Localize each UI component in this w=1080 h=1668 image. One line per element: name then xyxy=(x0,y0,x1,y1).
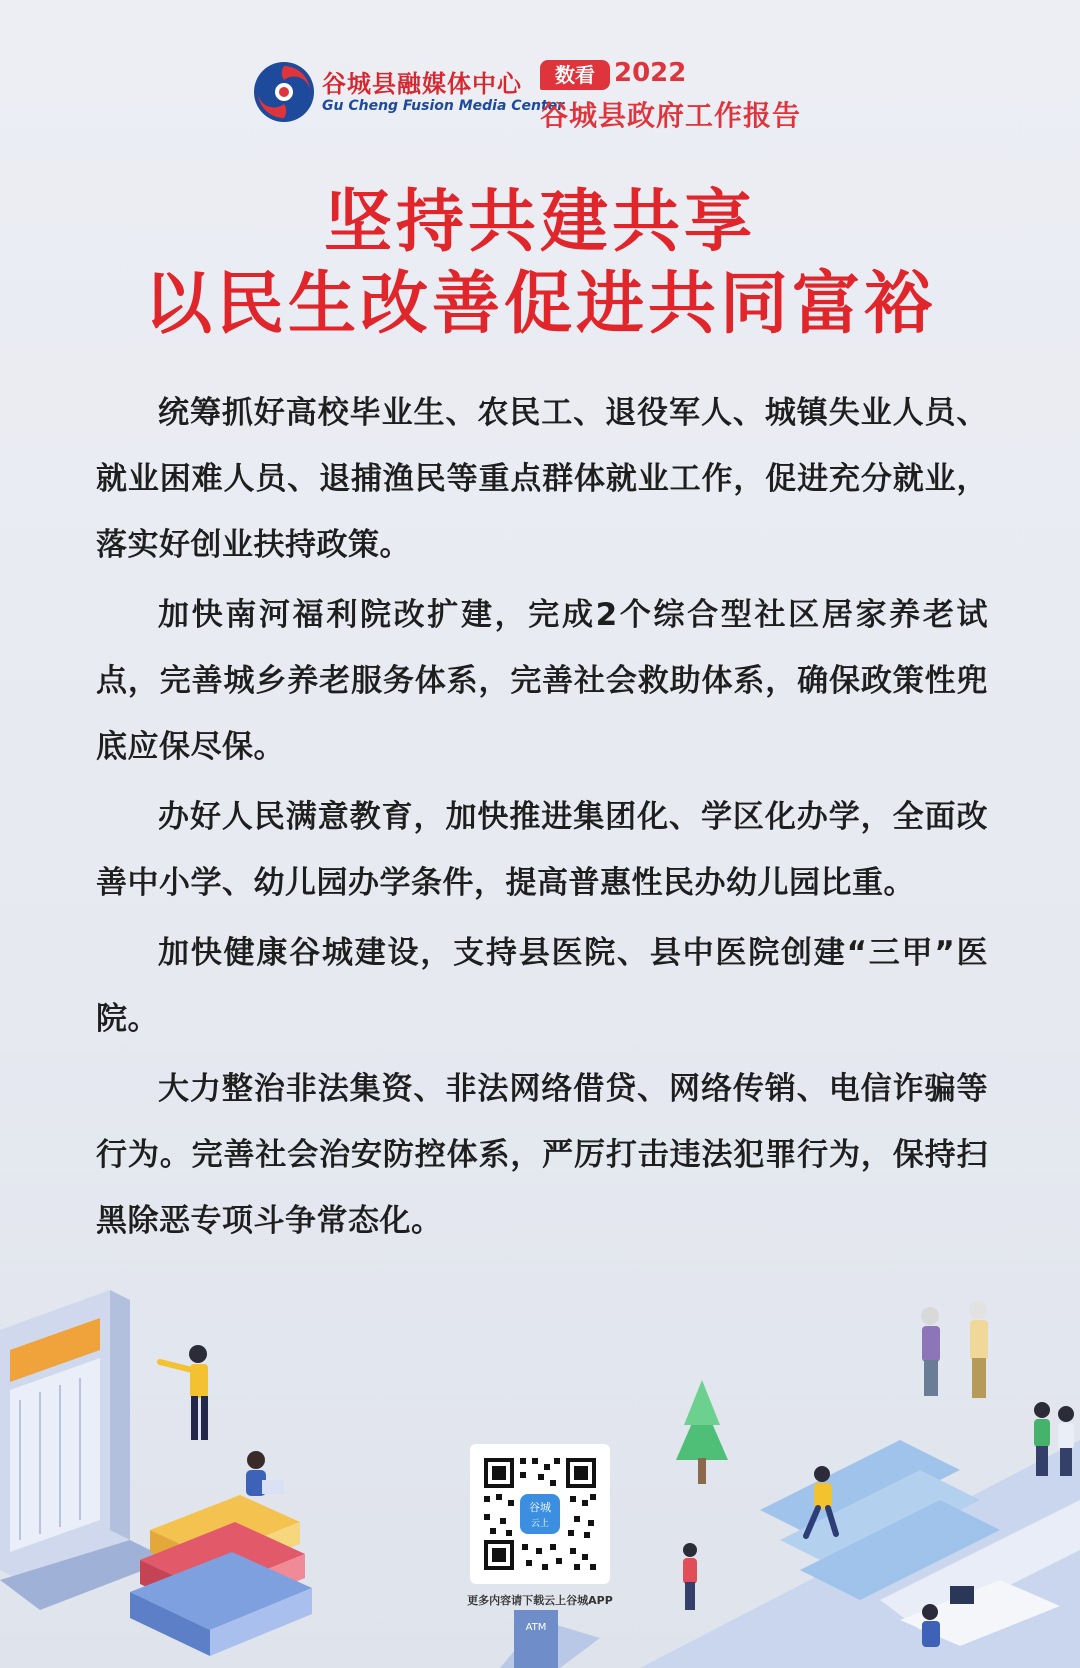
header xyxy=(0,56,1080,136)
person-pointing-illustration xyxy=(160,1345,208,1440)
paragraph-security: 大力整治非法集资、非法网络借贷、网络传销、电信诈骗等行为。完善社会治安防控体系，严厉打击违法犯罪行为，保持扫黑除恶专项斗争常态化。 xyxy=(96,1071,988,1239)
person-reading-illustration xyxy=(246,1451,284,1496)
qr-caption: 更多内容请下载云上谷城APP xyxy=(467,1594,613,1607)
paragraph-education: 办好人民满意教育，加快推进集团化、学区化办学，全面改善中小学、幼儿园办学条件，提高普惠性民办幼儿园比重。 xyxy=(96,799,988,901)
tree-illustration xyxy=(676,1380,728,1484)
books-illustration xyxy=(130,1495,312,1656)
media-center-english-name: Gu Cheng Fusion Media Center xyxy=(322,98,565,114)
paragraph-health: 加快健康谷城建设，支持县医院、县中医院创建“三甲”医院。 xyxy=(96,935,988,1037)
main-title-line-2: 以民生改善促进共同富裕 xyxy=(143,265,936,344)
media-center-name: 谷城县融媒体中心 xyxy=(322,70,522,98)
atm-label: ATM xyxy=(525,1622,547,1633)
shukan-badge: 数看 xyxy=(540,60,610,90)
report-year: 2022 xyxy=(614,58,687,88)
elderly-couple-illustration xyxy=(921,1301,988,1398)
atm-illustration xyxy=(500,1610,600,1668)
qr-center-label-1: 谷城 xyxy=(529,1501,551,1514)
qr-code-icon xyxy=(470,1444,610,1584)
paragraph-employment: 统筹抓好高校毕业生、农民工、退役军人、城镇失业人员、就业困难人员、退捕渔民等重点群体就业工作，促进充分就业，落实好创业扶持政策。 xyxy=(96,395,988,563)
body-text xyxy=(96,380,988,1258)
qr-center-label-2: 云上 xyxy=(530,1519,550,1529)
qr-code[interactable] xyxy=(470,1444,610,1584)
media-center-logo-icon xyxy=(252,60,316,124)
report-title: 谷城县政府工作报告 xyxy=(540,99,802,132)
paragraph-elderly-care: 加快南河福利院改扩建，完成2个综合型社区居家养老试点，完善城乡养老服务体系，完善社会救助体系，确保政策性兜底应保尽保。 xyxy=(96,597,988,765)
main-title-line-1: 坚持共建共享 xyxy=(323,183,756,262)
